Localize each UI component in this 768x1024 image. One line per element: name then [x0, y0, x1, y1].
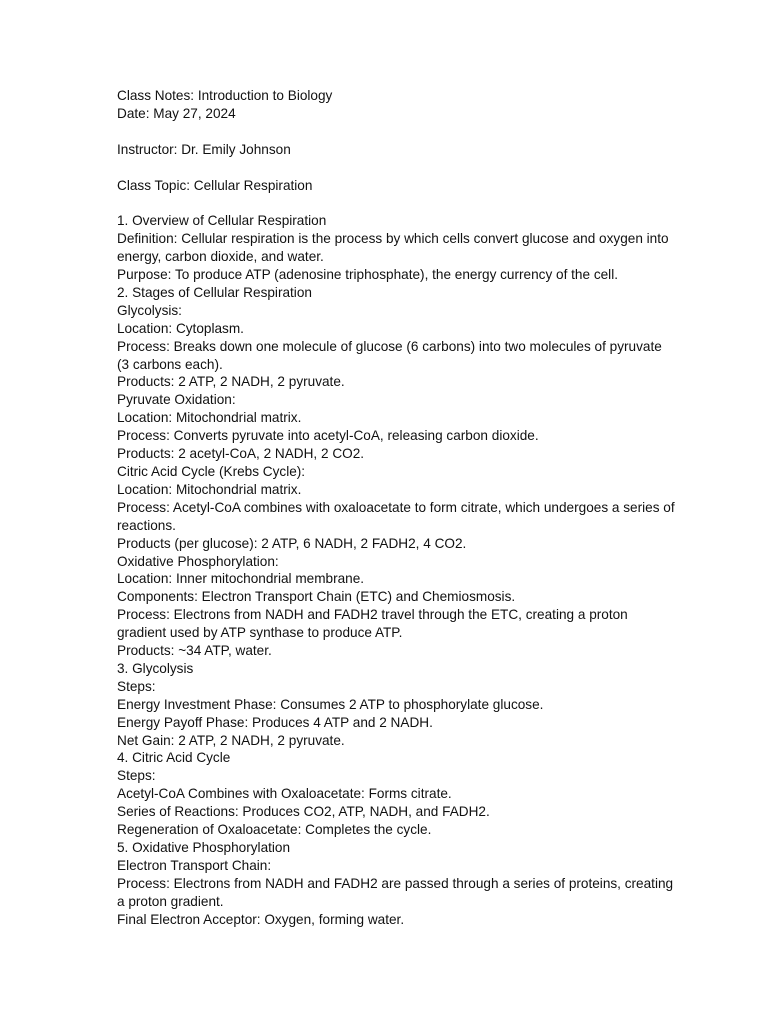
spacer — [117, 194, 677, 212]
section-heading: 5. Oxidative Phosphorylation — [117, 840, 291, 856]
document-date: Date: May 27, 2024 — [117, 105, 236, 121]
note-line: Products (per glucose): 2 ATP, 6 NADH, 2 FADH2, 4 CO2. — [117, 535, 467, 551]
note-line: Location: Cytoplasm. — [117, 320, 244, 336]
subsection-heading: Glycolysis: — [117, 302, 182, 318]
note-line: Location: Mitochondrial matrix. — [117, 481, 302, 497]
note-line: Products: ~34 ATP, water. — [117, 643, 272, 659]
note-line: Products: 2 acetyl-CoA, 2 NADH, 2 CO2. — [117, 446, 365, 462]
note-line: Process: Electrons from NADH and FADH2 are passed through a series of proteins, creating a proton gradient. — [117, 875, 674, 909]
instructor-line: Instructor: Dr. Emily Johnson — [117, 141, 291, 157]
subsection-heading: Steps: — [117, 768, 156, 784]
note-line: Process: Electrons from NADH and FADH2 travel through the ETC, creating a proton gradient used by ATP synthase to produce ATP. — [117, 607, 628, 641]
subsection-heading: Steps: — [117, 678, 156, 694]
note-line: Energy Payoff Phase: Produces 4 ATP and 2 NADH. — [117, 714, 433, 730]
note-line: Energy Investment Phase: Consumes 2 ATP to phosphorylate glucose. — [117, 696, 544, 712]
document-body — [117, 87, 677, 929]
note-line: Acetyl-CoA Combines with Oxaloacetate: Forms citrate. — [117, 786, 452, 802]
section-heading: 3. Glycolysis — [117, 660, 194, 676]
class-topic-line: Class Topic: Cellular Respiration — [117, 177, 313, 193]
document-title: Class Notes: Introduction to Biology — [117, 88, 333, 103]
spacer — [117, 123, 677, 141]
note-line: Definition: Cellular respiration is the process by which cells convert glucose and oxygen into energy, carbon dioxide, and water. — [117, 231, 669, 265]
note-line: Location: Inner mitochondrial membrane. — [117, 571, 365, 587]
spacer — [117, 159, 677, 177]
note-line: Location: Mitochondrial matrix. — [117, 410, 302, 426]
note-line: Components: Electron Transport Chain (ETC) and Chemiosmosis. — [117, 589, 516, 605]
section-heading: 1. Overview of Cellular Respiration — [117, 213, 327, 229]
subsection-heading: Electron Transport Chain: — [117, 857, 272, 873]
note-line: Process: Acetyl-CoA combines with oxaloacetate to form citrate, which undergoes a series of reactions. — [117, 499, 675, 533]
subsection-heading: Citric Acid Cycle (Krebs Cycle): — [117, 463, 306, 479]
note-line: Products: 2 ATP, 2 NADH, 2 pyruvate. — [117, 374, 345, 390]
note-line: Final Electron Acceptor: Oxygen, forming water. — [117, 911, 405, 927]
note-line: Regeneration of Oxaloacetate: Completes the cycle. — [117, 822, 432, 838]
note-line: Purpose: To produce ATP (adenosine triphosphate), the energy currency of the cell. — [117, 267, 619, 283]
section-heading: 4. Citric Acid Cycle — [117, 750, 231, 766]
subsection-heading: Oxidative Phosphorylation: — [117, 553, 279, 569]
note-line: Process: Converts pyruvate into acetyl-CoA, releasing carbon dioxide. — [117, 428, 539, 444]
note-line: Series of Reactions: Produces CO2, ATP, NADH, and FADH2. — [117, 804, 490, 820]
note-line: Process: Breaks down one molecule of glucose (6 carbons) into two molecules of pyruvate (3 carbons each). — [117, 338, 662, 372]
note-line: Net Gain: 2 ATP, 2 NADH, 2 pyruvate. — [117, 732, 345, 748]
section-heading: 2. Stages of Cellular Respiration — [117, 284, 312, 300]
subsection-heading: Pyruvate Oxidation: — [117, 392, 236, 408]
